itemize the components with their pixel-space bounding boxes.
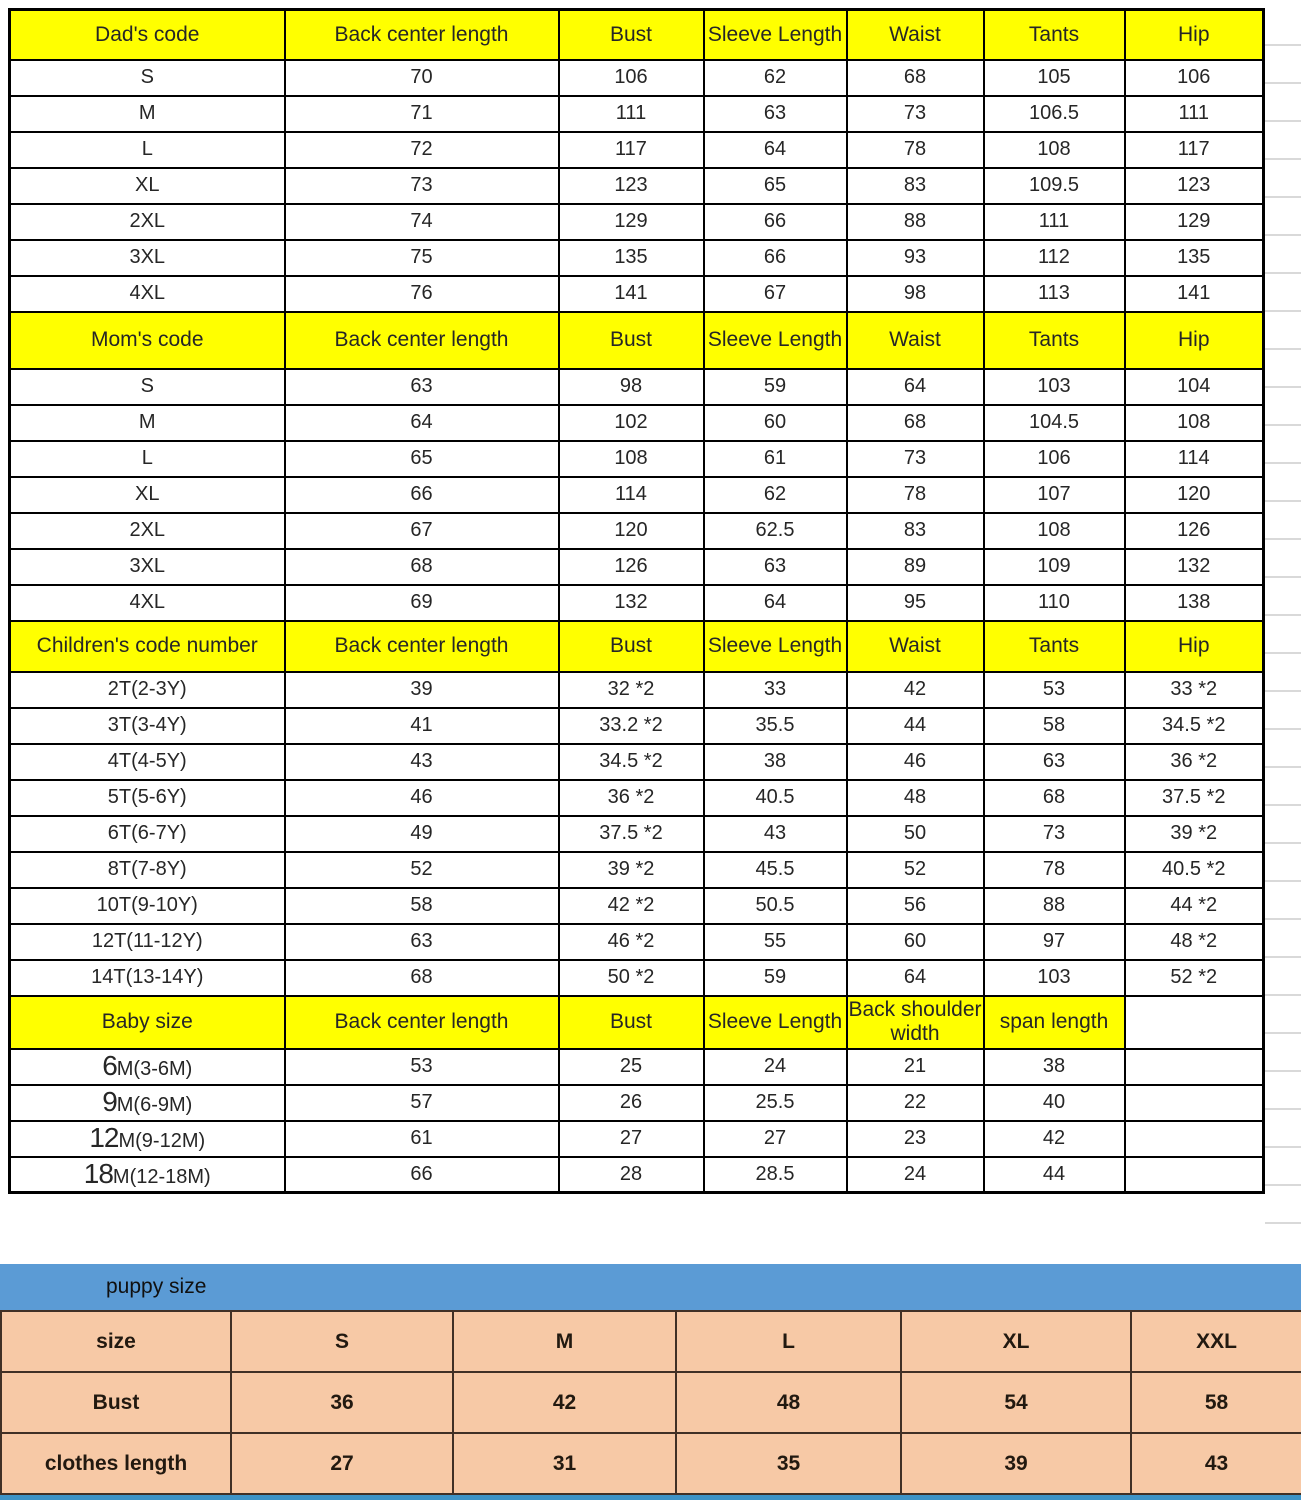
table-cell: 83 <box>847 168 984 204</box>
table-cell: 27 <box>231 1433 453 1494</box>
table-header-cell: Back center length <box>285 312 559 369</box>
table-cell: 48 <box>847 780 984 816</box>
table-cell: 71 <box>285 96 559 132</box>
table-cell: clothes length <box>1 1433 231 1494</box>
puppy-row <box>1 1372 1301 1433</box>
table-cell: 25 <box>559 1049 704 1085</box>
table-cell: 43 <box>1131 1433 1301 1494</box>
table-cell: 33.2 *2 <box>559 708 704 744</box>
mom-row <box>10 585 1264 621</box>
table-cell: 23 <box>847 1121 984 1157</box>
table-cell: 67 <box>704 276 847 312</box>
baby-row <box>10 1049 1264 1085</box>
table-cell: 50 <box>847 816 984 852</box>
table-cell: 43 <box>285 744 559 780</box>
table-cell: 97 <box>984 924 1125 960</box>
table-cell: 37.5 *2 <box>559 816 704 852</box>
table-cell: 62.5 <box>704 513 847 549</box>
table-cell: 64 <box>704 585 847 621</box>
table-cell: 39 *2 <box>1125 816 1264 852</box>
table-cell: 65 <box>704 168 847 204</box>
table-cell: 78 <box>984 852 1125 888</box>
table-cell: L <box>10 441 285 477</box>
table-header-cell: Back shoulder width <box>847 996 984 1049</box>
puppy-size-table <box>0 1310 1301 1495</box>
mom-row <box>10 405 1264 441</box>
table-cell: 135 <box>559 240 704 276</box>
table-cell: L <box>10 132 285 168</box>
table-cell: 74 <box>285 204 559 240</box>
baby-size-label-big: 18 <box>83 1158 113 1190</box>
table-cell: 73 <box>847 96 984 132</box>
table-header-cell: Children's code number <box>10 621 285 672</box>
table-cell: 76 <box>285 276 559 312</box>
table-cell: 108 <box>559 441 704 477</box>
table-cell: 42 *2 <box>559 888 704 924</box>
table-cell <box>1125 1121 1264 1157</box>
table-cell: 66 <box>704 204 847 240</box>
dad-row <box>10 60 1264 96</box>
table-cell: 56 <box>847 888 984 924</box>
table-cell: S <box>10 369 285 405</box>
table-header-cell: Tants <box>984 10 1125 60</box>
table-cell: 25.5 <box>704 1085 847 1121</box>
table-cell: 63 <box>984 744 1125 780</box>
table-cell: 110 <box>984 585 1125 621</box>
table-header-cell: Sleeve Length <box>704 10 847 60</box>
table-cell: 53 <box>285 1049 559 1085</box>
table-cell: 113 <box>984 276 1125 312</box>
table-cell: 39 <box>285 672 559 708</box>
mom-row <box>10 549 1264 585</box>
table-cell: 27 <box>559 1121 704 1157</box>
table-cell: 36 *2 <box>1125 744 1264 780</box>
baby-size-label-rest: M(12-18M) <box>112 1166 211 1189</box>
table-cell: 40 <box>984 1085 1125 1121</box>
table-cell: 4XL <box>10 276 285 312</box>
table-cell: 28 <box>559 1157 704 1193</box>
table-cell: 12T(11-12Y) <box>10 924 285 960</box>
table-cell: 4T(4-5Y) <box>10 744 285 780</box>
table-header-cell: Bust <box>559 621 704 672</box>
table-cell: 6T(6-7Y) <box>10 816 285 852</box>
table-cell: 105 <box>984 60 1125 96</box>
baby-size-label-cell <box>10 1157 285 1193</box>
table-cell: M <box>10 96 285 132</box>
table-cell: 31 <box>453 1433 676 1494</box>
table-cell: 63 <box>285 369 559 405</box>
table-cell: 42 <box>453 1372 676 1433</box>
puppy-size-banner <box>0 1264 1301 1310</box>
table-cell: 64 <box>704 132 847 168</box>
table-cell: 50 *2 <box>559 960 704 996</box>
table-cell: 73 <box>285 168 559 204</box>
table-cell: 3XL <box>10 549 285 585</box>
table-header-cell: Sleeve Length <box>704 996 847 1049</box>
table-cell: 141 <box>1125 276 1264 312</box>
dad-header-row <box>10 10 1264 60</box>
table-cell: 42 <box>847 672 984 708</box>
table-cell: 24 <box>704 1049 847 1085</box>
table-cell: 111 <box>1125 96 1264 132</box>
table-cell: 62 <box>704 477 847 513</box>
table-cell: 21 <box>847 1049 984 1085</box>
puppy-header-cell: M <box>453 1311 676 1372</box>
table-cell: 88 <box>984 888 1125 924</box>
table-cell: 44 *2 <box>1125 888 1264 924</box>
table-header-cell: Hip <box>1125 621 1264 672</box>
table-cell: 106 <box>559 60 704 96</box>
table-cell <box>1125 1049 1264 1085</box>
table-cell: 141 <box>559 276 704 312</box>
children-row <box>10 960 1264 996</box>
table-cell: 40.5 <box>704 780 847 816</box>
baby-size-label-cell <box>10 1085 285 1121</box>
puppy-size-label: puppy size <box>106 1275 207 1298</box>
table-cell: 64 <box>847 960 984 996</box>
table-cell: 59 <box>704 960 847 996</box>
table-cell: 53 <box>984 672 1125 708</box>
table-header-cell: Hip <box>1125 10 1264 60</box>
table-cell: 57 <box>285 1085 559 1121</box>
table-cell: XL <box>10 477 285 513</box>
table-header-cell: Back center length <box>285 996 559 1049</box>
spreadsheet-gutter <box>1265 8 1301 1260</box>
table-cell: 114 <box>1125 441 1264 477</box>
baby-size-label-rest: M(3-6M) <box>116 1058 193 1081</box>
table-cell: 64 <box>847 369 984 405</box>
table-cell: 95 <box>847 585 984 621</box>
table-cell: 65 <box>285 441 559 477</box>
table-cell: 66 <box>704 240 847 276</box>
table-cell: 106 <box>1125 60 1264 96</box>
table-cell: 46 <box>285 780 559 816</box>
table-cell: 132 <box>1125 549 1264 585</box>
table-cell: 70 <box>285 60 559 96</box>
table-cell <box>1125 1157 1264 1193</box>
table-header-cell: span length <box>984 996 1125 1049</box>
children-row <box>10 852 1264 888</box>
table-cell: 4XL <box>10 585 285 621</box>
table-cell: 108 <box>984 132 1125 168</box>
table-cell: 103 <box>984 369 1125 405</box>
table-cell: 58 <box>984 708 1125 744</box>
table-cell: 55 <box>704 924 847 960</box>
table-cell: 39 *2 <box>559 852 704 888</box>
table-cell: 48 <box>676 1372 901 1433</box>
table-cell: 104.5 <box>984 405 1125 441</box>
table-cell: 33 <box>704 672 847 708</box>
table-cell: 89 <box>847 549 984 585</box>
table-cell: 2XL <box>10 204 285 240</box>
table-cell: 32 *2 <box>559 672 704 708</box>
table-cell: 68 <box>847 405 984 441</box>
table-header-cell: Back center length <box>285 621 559 672</box>
table-cell: 132 <box>559 585 704 621</box>
table-cell: 54 <box>901 1372 1131 1433</box>
table-cell: 117 <box>559 132 704 168</box>
table-header-cell: Waist <box>847 312 984 369</box>
table-cell: 64 <box>285 405 559 441</box>
table-cell: 63 <box>285 924 559 960</box>
dad-row <box>10 96 1264 132</box>
children-row <box>10 888 1264 924</box>
table-cell: 106 <box>984 441 1125 477</box>
puppy-header-row <box>1 1311 1301 1372</box>
table-cell: 3XL <box>10 240 285 276</box>
table-cell: 8T(7-8Y) <box>10 852 285 888</box>
baby-row <box>10 1121 1264 1157</box>
table-cell: 27 <box>704 1121 847 1157</box>
table-cell: 73 <box>847 441 984 477</box>
table-cell: 35.5 <box>704 708 847 744</box>
table-cell: 98 <box>847 276 984 312</box>
table-cell: 38 <box>704 744 847 780</box>
table-cell: 66 <box>285 1157 559 1193</box>
table-cell: 44 <box>847 708 984 744</box>
table-header-cell: Sleeve Length <box>704 621 847 672</box>
table-cell: 129 <box>1125 204 1264 240</box>
table-cell: M <box>10 405 285 441</box>
table-header-cell: Bust <box>559 10 704 60</box>
table-cell: 52 *2 <box>1125 960 1264 996</box>
table-header-cell: Tants <box>984 621 1125 672</box>
table-cell: 138 <box>1125 585 1264 621</box>
table-cell: 123 <box>1125 168 1264 204</box>
children-header-row <box>10 621 1264 672</box>
table-header-cell: Bust <box>559 996 704 1049</box>
table-cell: 34.5 *2 <box>1125 708 1264 744</box>
table-cell: 33 *2 <box>1125 672 1264 708</box>
table-cell: 39 <box>901 1433 1131 1494</box>
table-cell: 120 <box>559 513 704 549</box>
table-cell: 46 <box>847 744 984 780</box>
puppy-row <box>1 1433 1301 1494</box>
mom-row <box>10 477 1264 513</box>
mom-row <box>10 513 1264 549</box>
table-cell: 109 <box>984 549 1125 585</box>
baby-size-label-cell <box>10 1121 285 1157</box>
table-cell: 69 <box>285 585 559 621</box>
mom-header-row <box>10 312 1264 369</box>
table-cell: 60 <box>704 405 847 441</box>
table-cell: 49 <box>285 816 559 852</box>
table-cell: 78 <box>847 132 984 168</box>
table-cell: 68 <box>285 960 559 996</box>
table-cell: 88 <box>847 204 984 240</box>
table-cell: 61 <box>704 441 847 477</box>
children-row <box>10 924 1264 960</box>
table-cell: 24 <box>847 1157 984 1193</box>
table-cell: 68 <box>285 549 559 585</box>
table-cell: 75 <box>285 240 559 276</box>
puppy-header-cell: XL <box>901 1311 1131 1372</box>
table-cell: Bust <box>1 1372 231 1433</box>
table-cell: 66 <box>285 477 559 513</box>
table-cell: XL <box>10 168 285 204</box>
table-cell: 44 <box>984 1157 1125 1193</box>
table-cell: 126 <box>559 549 704 585</box>
table-cell: 35 <box>676 1433 901 1494</box>
baby-header-row <box>10 996 1264 1049</box>
table-header-cell <box>1125 996 1264 1049</box>
table-cell: 62 <box>704 60 847 96</box>
table-cell: 68 <box>847 60 984 96</box>
table-cell: 107 <box>984 477 1125 513</box>
table-cell: 63 <box>704 96 847 132</box>
table-cell: 34.5 *2 <box>559 744 704 780</box>
baby-size-label-big: 12 <box>89 1122 119 1154</box>
table-cell: 14T(13-14Y) <box>10 960 285 996</box>
table-cell: 104 <box>1125 369 1264 405</box>
dad-row <box>10 204 1264 240</box>
children-row <box>10 780 1264 816</box>
baby-size-label-rest: M(6-9M) <box>116 1094 193 1117</box>
table-header-cell: Hip <box>1125 312 1264 369</box>
children-row <box>10 816 1264 852</box>
table-cell: 37.5 *2 <box>1125 780 1264 816</box>
table-cell: 58 <box>1131 1372 1301 1433</box>
dad-row <box>10 240 1264 276</box>
table-cell: 126 <box>1125 513 1264 549</box>
table-cell: 108 <box>984 513 1125 549</box>
table-cell: 58 <box>285 888 559 924</box>
table-header-cell: Baby size <box>10 996 285 1049</box>
table-cell: 36 *2 <box>559 780 704 816</box>
table-cell: 73 <box>984 816 1125 852</box>
table-header-cell: Mom's code <box>10 312 285 369</box>
table-cell: 43 <box>704 816 847 852</box>
table-cell: 60 <box>847 924 984 960</box>
table-cell: 28.5 <box>704 1157 847 1193</box>
table-cell: 41 <box>285 708 559 744</box>
table-cell: 10T(9-10Y) <box>10 888 285 924</box>
table-cell: 117 <box>1125 132 1264 168</box>
baby-size-label-cell <box>10 1049 285 1085</box>
table-cell: 40.5 *2 <box>1125 852 1264 888</box>
table-cell: 123 <box>559 168 704 204</box>
baby-size-label-big: 9 <box>102 1086 117 1118</box>
table-cell: 59 <box>704 369 847 405</box>
table-cell: 103 <box>984 960 1125 996</box>
table-cell: 72 <box>285 132 559 168</box>
baby-size-label-rest: M(9-12M) <box>118 1130 206 1153</box>
dad-row <box>10 168 1264 204</box>
table-header-cell: Tants <box>984 312 1125 369</box>
baby-row <box>10 1157 1264 1193</box>
table-cell: 93 <box>847 240 984 276</box>
puppy-header-cell: L <box>676 1311 901 1372</box>
table-cell: 68 <box>984 780 1125 816</box>
table-header-cell: Dad's code <box>10 10 285 60</box>
table-header-cell: Waist <box>847 621 984 672</box>
table-header-cell: Back center length <box>285 10 559 60</box>
table-cell: 83 <box>847 513 984 549</box>
table-cell: 106.5 <box>984 96 1125 132</box>
dad-row <box>10 132 1264 168</box>
table-cell: 111 <box>984 204 1125 240</box>
table-cell: S <box>10 60 285 96</box>
puppy-header-cell: S <box>231 1311 453 1372</box>
table-cell: 98 <box>559 369 704 405</box>
table-cell: 2T(2-3Y) <box>10 672 285 708</box>
dad-row <box>10 276 1264 312</box>
table-cell: 63 <box>704 549 847 585</box>
table-cell: 2XL <box>10 513 285 549</box>
table-header-cell: Sleeve Length <box>704 312 847 369</box>
table-header-cell: Bust <box>559 312 704 369</box>
table-cell: 102 <box>559 405 704 441</box>
table-cell: 52 <box>847 852 984 888</box>
children-row <box>10 708 1264 744</box>
table-cell: 45.5 <box>704 852 847 888</box>
table-cell: 111 <box>559 96 704 132</box>
puppy-header-cell: XXL <box>1131 1311 1301 1372</box>
children-row <box>10 672 1264 708</box>
mom-row <box>10 441 1264 477</box>
table-cell: 108 <box>1125 405 1264 441</box>
baby-row <box>10 1085 1264 1121</box>
table-cell: 46 *2 <box>559 924 704 960</box>
table-cell: 52 <box>285 852 559 888</box>
table-header-cell: Waist <box>847 10 984 60</box>
table-cell: 22 <box>847 1085 984 1121</box>
table-cell: 78 <box>847 477 984 513</box>
table-cell: 114 <box>559 477 704 513</box>
table-cell: 109.5 <box>984 168 1125 204</box>
table-cell: 129 <box>559 204 704 240</box>
table-cell: 61 <box>285 1121 559 1157</box>
bottom-edge-strip <box>0 1495 1301 1500</box>
table-cell: 135 <box>1125 240 1264 276</box>
table-cell: 36 <box>231 1372 453 1433</box>
puppy-header-cell: size <box>1 1311 231 1372</box>
table-cell: 38 <box>984 1049 1125 1085</box>
family-size-table <box>8 8 1265 1194</box>
mom-row <box>10 369 1264 405</box>
table-cell: 3T(3-4Y) <box>10 708 285 744</box>
table-cell: 120 <box>1125 477 1264 513</box>
table-cell: 5T(5-6Y) <box>10 780 285 816</box>
table-cell: 112 <box>984 240 1125 276</box>
baby-size-label-big: 6 <box>102 1050 117 1082</box>
table-cell: 48 *2 <box>1125 924 1264 960</box>
children-row <box>10 744 1264 780</box>
table-cell: 67 <box>285 513 559 549</box>
table-cell: 26 <box>559 1085 704 1121</box>
table-cell <box>1125 1085 1264 1121</box>
table-cell: 42 <box>984 1121 1125 1157</box>
table-cell: 50.5 <box>704 888 847 924</box>
